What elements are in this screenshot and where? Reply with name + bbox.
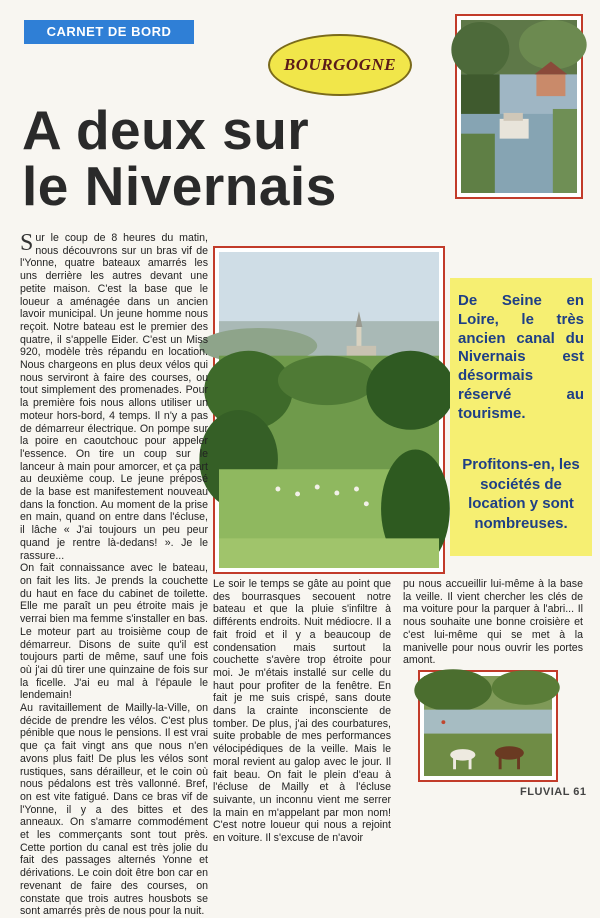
title-line-2: le Nivernais bbox=[22, 155, 337, 218]
paragraph: Le soir le temps se gâte au point que des bourrasques secouent notre bateau et que la pluie s'infiltre à différents endroits. Nuit médiocre. Il a fait froid et il y a beaucoup de condensation mais surtout la couchette s'avère trop étroite pour moi. Je m'étais installé sur celle du haut pour profiter de la fenêtre. En fait je me suis crispé, sans doute dans la crainte inconsciente de tomber. De plus, j'ai des courbatures, suite probable de mes performances vélocipédiques de la veille. Mais le moral revient au galop avec le jour. Il fait beau. On fait le plein d'eau à l'écluse de Mailly et à l'écluse suivante, un inconnu vient me serrer la main en m'appelant par mon nom! C'est notre loueur qui nous a rejoint en voiture. Il s'excuse de n'avoir bbox=[213, 578, 391, 845]
text-column-2 bbox=[213, 578, 391, 845]
lead-text-1: De Seine en Loire, le très ancien canal du Nivernais est désormais réservé au tourisme. bbox=[458, 292, 584, 422]
title-line-1: A deux sur bbox=[22, 99, 310, 161]
article-title bbox=[22, 99, 452, 218]
text-column-3 bbox=[403, 578, 583, 667]
photo-landscape-church bbox=[213, 246, 445, 574]
lead-text-2: Profitons-en, les sociétés de location y sont nombreuses. bbox=[462, 456, 580, 532]
photo-horses-river bbox=[418, 670, 558, 782]
paragraph-text: ur le coup de 8 heures du matin, nous découvrons sur un bras vif de l'Yonne, quatre bateaux amarrés les uns derrière les autres devant une petite maison. C'est la base que le loueur a aménagée dans un ancien lavoir municipal. Un jeune homme nous reçoit. Notre bateau est le premier des quatre, il s'appelle Eider. C'est un Miss 920, modèle très répandu en location. Nous chargeons en plus deux vélos qui nous serviront à faire des courses, ou tout simplement des promenades. Pour la première fois nous allons utiliser un moteur hors-bord, 4 temps. Il n'y a pas de démarreur électrique. On pompe sur la poire en caoutchouc pour appeler l'essence. On tire un coup sur le lanceur à main pour amorcer, et ça part au deuxième coup. Le jeune préposé de la base est manifestement nouveau dans la fonction. Au moment de la prise en main, quand on entre dans l'écluse, il lâche « J'ai toujours un peu peur quand je rentre là-dedans! ». Je le rassure... bbox=[20, 232, 208, 562]
page-folio: FLUVIAL 61 bbox=[520, 786, 587, 798]
paragraph: Au ravitaillement de Mailly-la-Ville, on décide de prendre les vélos. C'est plus pénible que nous le pensions. Il est vrai que ça fait vingt ans que nous n'en avons plus fait! De plus les vélos sont rustiques, sans dérailleur, et le coin où nous pédalons est très vallonné. Bref, on est vite fatigué. Dans ce bras vif de l'Yonne, il y a des bittes et des anneaux. On s'amarre commodément et les commerçants sont tout près. Cette portion du canal est très jolie du fait des passages alternés Yonne et dérivations. Le coin doit être bon car en revenant de faire des courses, on constate que trois autres housbots se sont amarrés près de nous pour la nuit. bbox=[20, 702, 208, 918]
text-column-1 bbox=[20, 232, 208, 918]
photo-canal-boat bbox=[455, 14, 583, 199]
region-label: BOURGOGNE bbox=[283, 55, 397, 74]
region-badge bbox=[268, 34, 412, 96]
paragraph: pu nous accueillir lui-même à la base la veille. Il vient chercher les clés de ma voiture pour la parquer à l'abri... Il nous souhaite une bonne croisière et c'est lui-même qui se met à la manivelle pour nous ouvrir les portes amont. bbox=[403, 578, 583, 667]
paragraph: On fait connaissance avec le bateau, on fait les lits. Je prends la couchette du haut en face du cabinet de toilette. Elle me paraît un peu étroite mais je verrai bien ma femme s'installer en bas. Le moteur part au troisième coup de démarreur. Disons de suite qu'il est toujours parti de même, sauf une fois où j'ai dû tirer une quinzaine de fois sur la ficelle. J'ai eu mal à l'épaule le lendemain! bbox=[20, 562, 208, 702]
drop-cap: S bbox=[20, 230, 34, 256]
section-rubric: CARNET DE BORD bbox=[24, 20, 194, 44]
paragraph bbox=[20, 232, 208, 562]
